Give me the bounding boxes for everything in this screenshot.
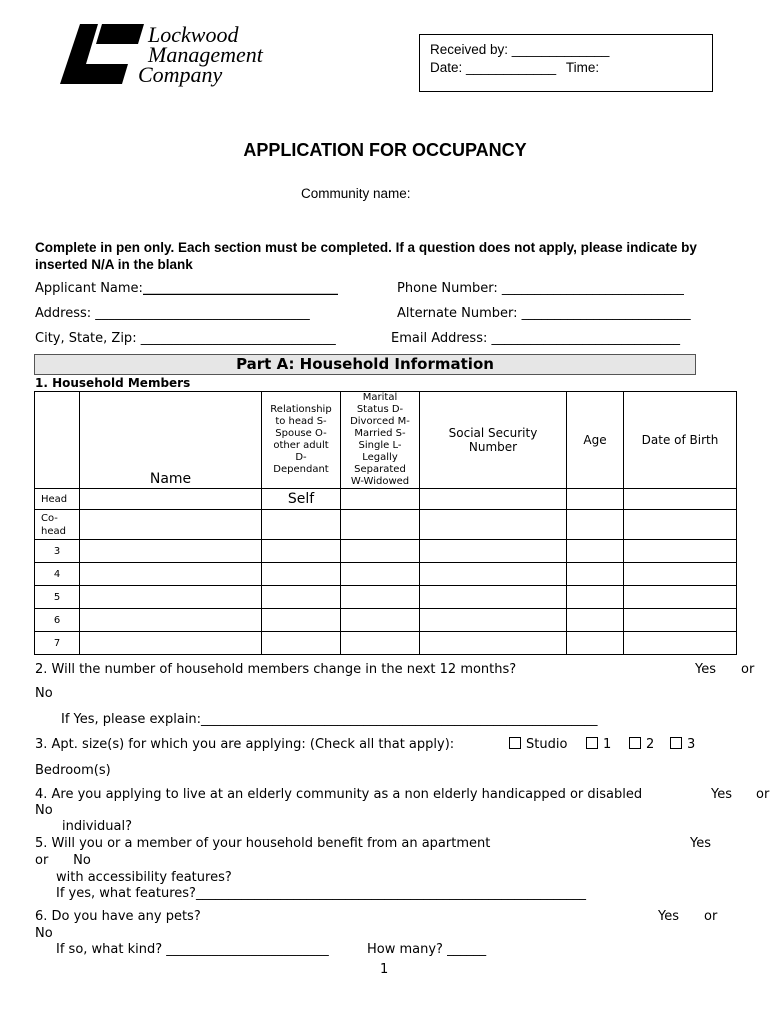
table-row xyxy=(35,609,737,632)
q4-continuation: individual? xyxy=(62,819,132,834)
name-cell[interactable] xyxy=(80,632,262,655)
checkbox-icon[interactable] xyxy=(586,737,598,749)
marital-cell[interactable] xyxy=(341,563,420,586)
q3-studio-option[interactable]: Studio xyxy=(509,737,567,752)
q5-continuation: with accessibility features? xyxy=(56,870,232,885)
age-cell[interactable] xyxy=(567,563,624,586)
dob-cell[interactable] xyxy=(624,489,737,510)
age-cell[interactable] xyxy=(567,609,624,632)
relationship-cell[interactable] xyxy=(262,510,341,540)
household-members-heading: 1. Household Members xyxy=(35,376,191,390)
col-date-of-birth: Date of Birth xyxy=(624,392,737,489)
q3-1br-option[interactable]: 1 xyxy=(586,737,611,752)
part-a-heading: Part A: Household Information xyxy=(34,354,696,375)
relationship-cell[interactable] xyxy=(262,540,341,563)
city-state-zip-field[interactable]: City, State, Zip: ______________________________ xyxy=(35,331,336,346)
row-label: 5 xyxy=(35,586,80,609)
relationship-cell[interactable]: Self xyxy=(262,489,341,510)
q6-how-many-field[interactable]: How many? ______ xyxy=(367,942,487,957)
q6-or-text: or xyxy=(704,909,718,924)
age-cell[interactable] xyxy=(567,632,624,655)
col-name: Name xyxy=(80,392,262,489)
marital-cell[interactable] xyxy=(341,489,420,510)
q2-no-option[interactable]: No xyxy=(35,686,53,701)
logo-text-line1: Lockwood xyxy=(148,22,239,47)
table-row xyxy=(35,540,737,563)
ssn-cell[interactable] xyxy=(420,489,567,510)
checkbox-icon[interactable] xyxy=(509,737,521,749)
logo-mark-icon xyxy=(58,24,148,86)
q4-text: 4. Are you applying to live at an elderly community as a non elderly handicapped or disabled xyxy=(35,787,643,802)
q4-or-text: or xyxy=(756,787,770,802)
name-cell[interactable] xyxy=(80,609,262,632)
name-cell[interactable] xyxy=(80,510,262,540)
col-ssn: Social Security Number xyxy=(420,392,567,489)
age-cell[interactable] xyxy=(567,510,624,540)
q3-2br-option[interactable]: 2 xyxy=(629,737,654,752)
marital-cell[interactable] xyxy=(341,540,420,563)
q5-text: 5. Will you or a member of your household benefit from an apartment xyxy=(35,836,491,851)
dob-cell[interactable] xyxy=(624,586,737,609)
date-field[interactable]: Date: ____________ xyxy=(430,60,557,75)
table-row xyxy=(35,586,737,609)
q5-yes-option[interactable]: Yes xyxy=(690,836,711,851)
q3-bedroom-label: Bedroom(s) xyxy=(35,763,111,778)
q6-no-option[interactable]: No xyxy=(35,926,53,941)
household-table xyxy=(34,391,737,655)
age-cell[interactable] xyxy=(567,586,624,609)
q6-pet-kind-field[interactable]: If so, what kind? _________________________ xyxy=(56,942,329,957)
ssn-cell[interactable] xyxy=(420,586,567,609)
table-row xyxy=(35,510,737,540)
page-title: APPLICATION FOR OCCUPANCY xyxy=(243,140,527,160)
marital-cell[interactable] xyxy=(341,609,420,632)
name-cell[interactable] xyxy=(80,586,262,609)
ssn-cell[interactable] xyxy=(420,540,567,563)
dob-cell[interactable] xyxy=(624,609,737,632)
q2-text: 2. Will the number of household members change in the next 12 months? xyxy=(35,662,517,677)
checkbox-icon[interactable] xyxy=(670,737,682,749)
q4-no-option[interactable]: No xyxy=(35,803,53,818)
phone-number-field[interactable]: Phone Number: ____________________________ xyxy=(397,281,684,296)
row-label: 4 xyxy=(35,563,80,586)
relationship-cell[interactable] xyxy=(262,609,341,632)
logo-text-line3: Company xyxy=(138,62,223,87)
alternate-number-field[interactable]: Alternate Number: __________________________ xyxy=(397,306,691,321)
col-age: Age xyxy=(567,392,624,489)
col-relationship: Relationship to head S-Spouse O-other adult D-Dependant xyxy=(262,392,341,489)
address-field[interactable]: Address: _________________________________ xyxy=(35,306,310,321)
marital-cell[interactable] xyxy=(341,586,420,609)
q5-no-option[interactable]: or No xyxy=(35,853,91,868)
received-by-field[interactable]: Received by: _____________ xyxy=(430,42,610,57)
page-number: 1 xyxy=(380,962,389,977)
time-field[interactable]: Time: xyxy=(565,60,600,75)
row-label: 7 xyxy=(35,632,80,655)
q5-features-field[interactable]: If yes, what features?____________________________________________________________ xyxy=(56,886,586,901)
marital-cell[interactable] xyxy=(341,632,420,655)
q3-3br-option[interactable]: 3 xyxy=(670,737,695,752)
col-marital-status: Marital Status D-Divorced M-Married S-Single L-Legally Separated W-Widowed xyxy=(341,392,420,489)
relationship-cell[interactable] xyxy=(262,632,341,655)
q2-yes-option[interactable]: Yes xyxy=(695,662,716,677)
q4-yes-option[interactable]: Yes xyxy=(711,787,732,802)
company-logo xyxy=(58,24,298,94)
name-cell[interactable] xyxy=(80,563,262,586)
community-name-field[interactable]: Community name: xyxy=(301,186,411,201)
row-label: Head xyxy=(35,489,80,510)
relationship-cell[interactable] xyxy=(262,563,341,586)
dob-cell[interactable] xyxy=(624,563,737,586)
instructions: Complete in pen only. Each section must be completed. If a question does not apply, please indicate by inserted N/A in the blank xyxy=(35,240,697,272)
q2-explain-field[interactable]: If Yes, please explain:_____________________________________________________________ xyxy=(61,712,598,727)
received-box xyxy=(419,34,713,92)
ssn-cell[interactable] xyxy=(420,609,567,632)
dob-cell[interactable] xyxy=(624,632,737,655)
email-address-field[interactable]: Email Address: _____________________________ xyxy=(391,331,680,346)
q3-text: 3. Apt. size(s) for which you are applying: (Check all that apply): xyxy=(35,737,455,752)
dob-cell[interactable] xyxy=(624,540,737,563)
q2-or-text: or xyxy=(741,662,755,677)
age-cell[interactable] xyxy=(567,489,624,510)
ssn-cell[interactable] xyxy=(420,632,567,655)
age-cell[interactable] xyxy=(567,540,624,563)
table-row xyxy=(35,563,737,586)
logo-text-line2: Management xyxy=(148,42,263,67)
q6-text: 6. Do you have any pets? xyxy=(35,909,201,924)
row-label: 3 xyxy=(35,540,80,563)
row-label: Co-head xyxy=(35,510,80,540)
ssn-cell[interactable] xyxy=(420,563,567,586)
dob-cell[interactable] xyxy=(624,510,737,540)
checkbox-icon[interactable] xyxy=(629,737,641,749)
applicant-name-label[interactable]: Applicant Name:______________________________ xyxy=(35,281,338,296)
relationship-cell[interactable] xyxy=(262,586,341,609)
ssn-cell[interactable] xyxy=(420,510,567,540)
table-row xyxy=(35,632,737,655)
row-label: 6 xyxy=(35,609,80,632)
name-cell[interactable] xyxy=(80,489,262,510)
table-row xyxy=(35,489,737,510)
name-cell[interactable] xyxy=(80,540,262,563)
marital-cell[interactable] xyxy=(341,510,420,540)
q6-yes-option[interactable]: Yes xyxy=(658,909,679,924)
